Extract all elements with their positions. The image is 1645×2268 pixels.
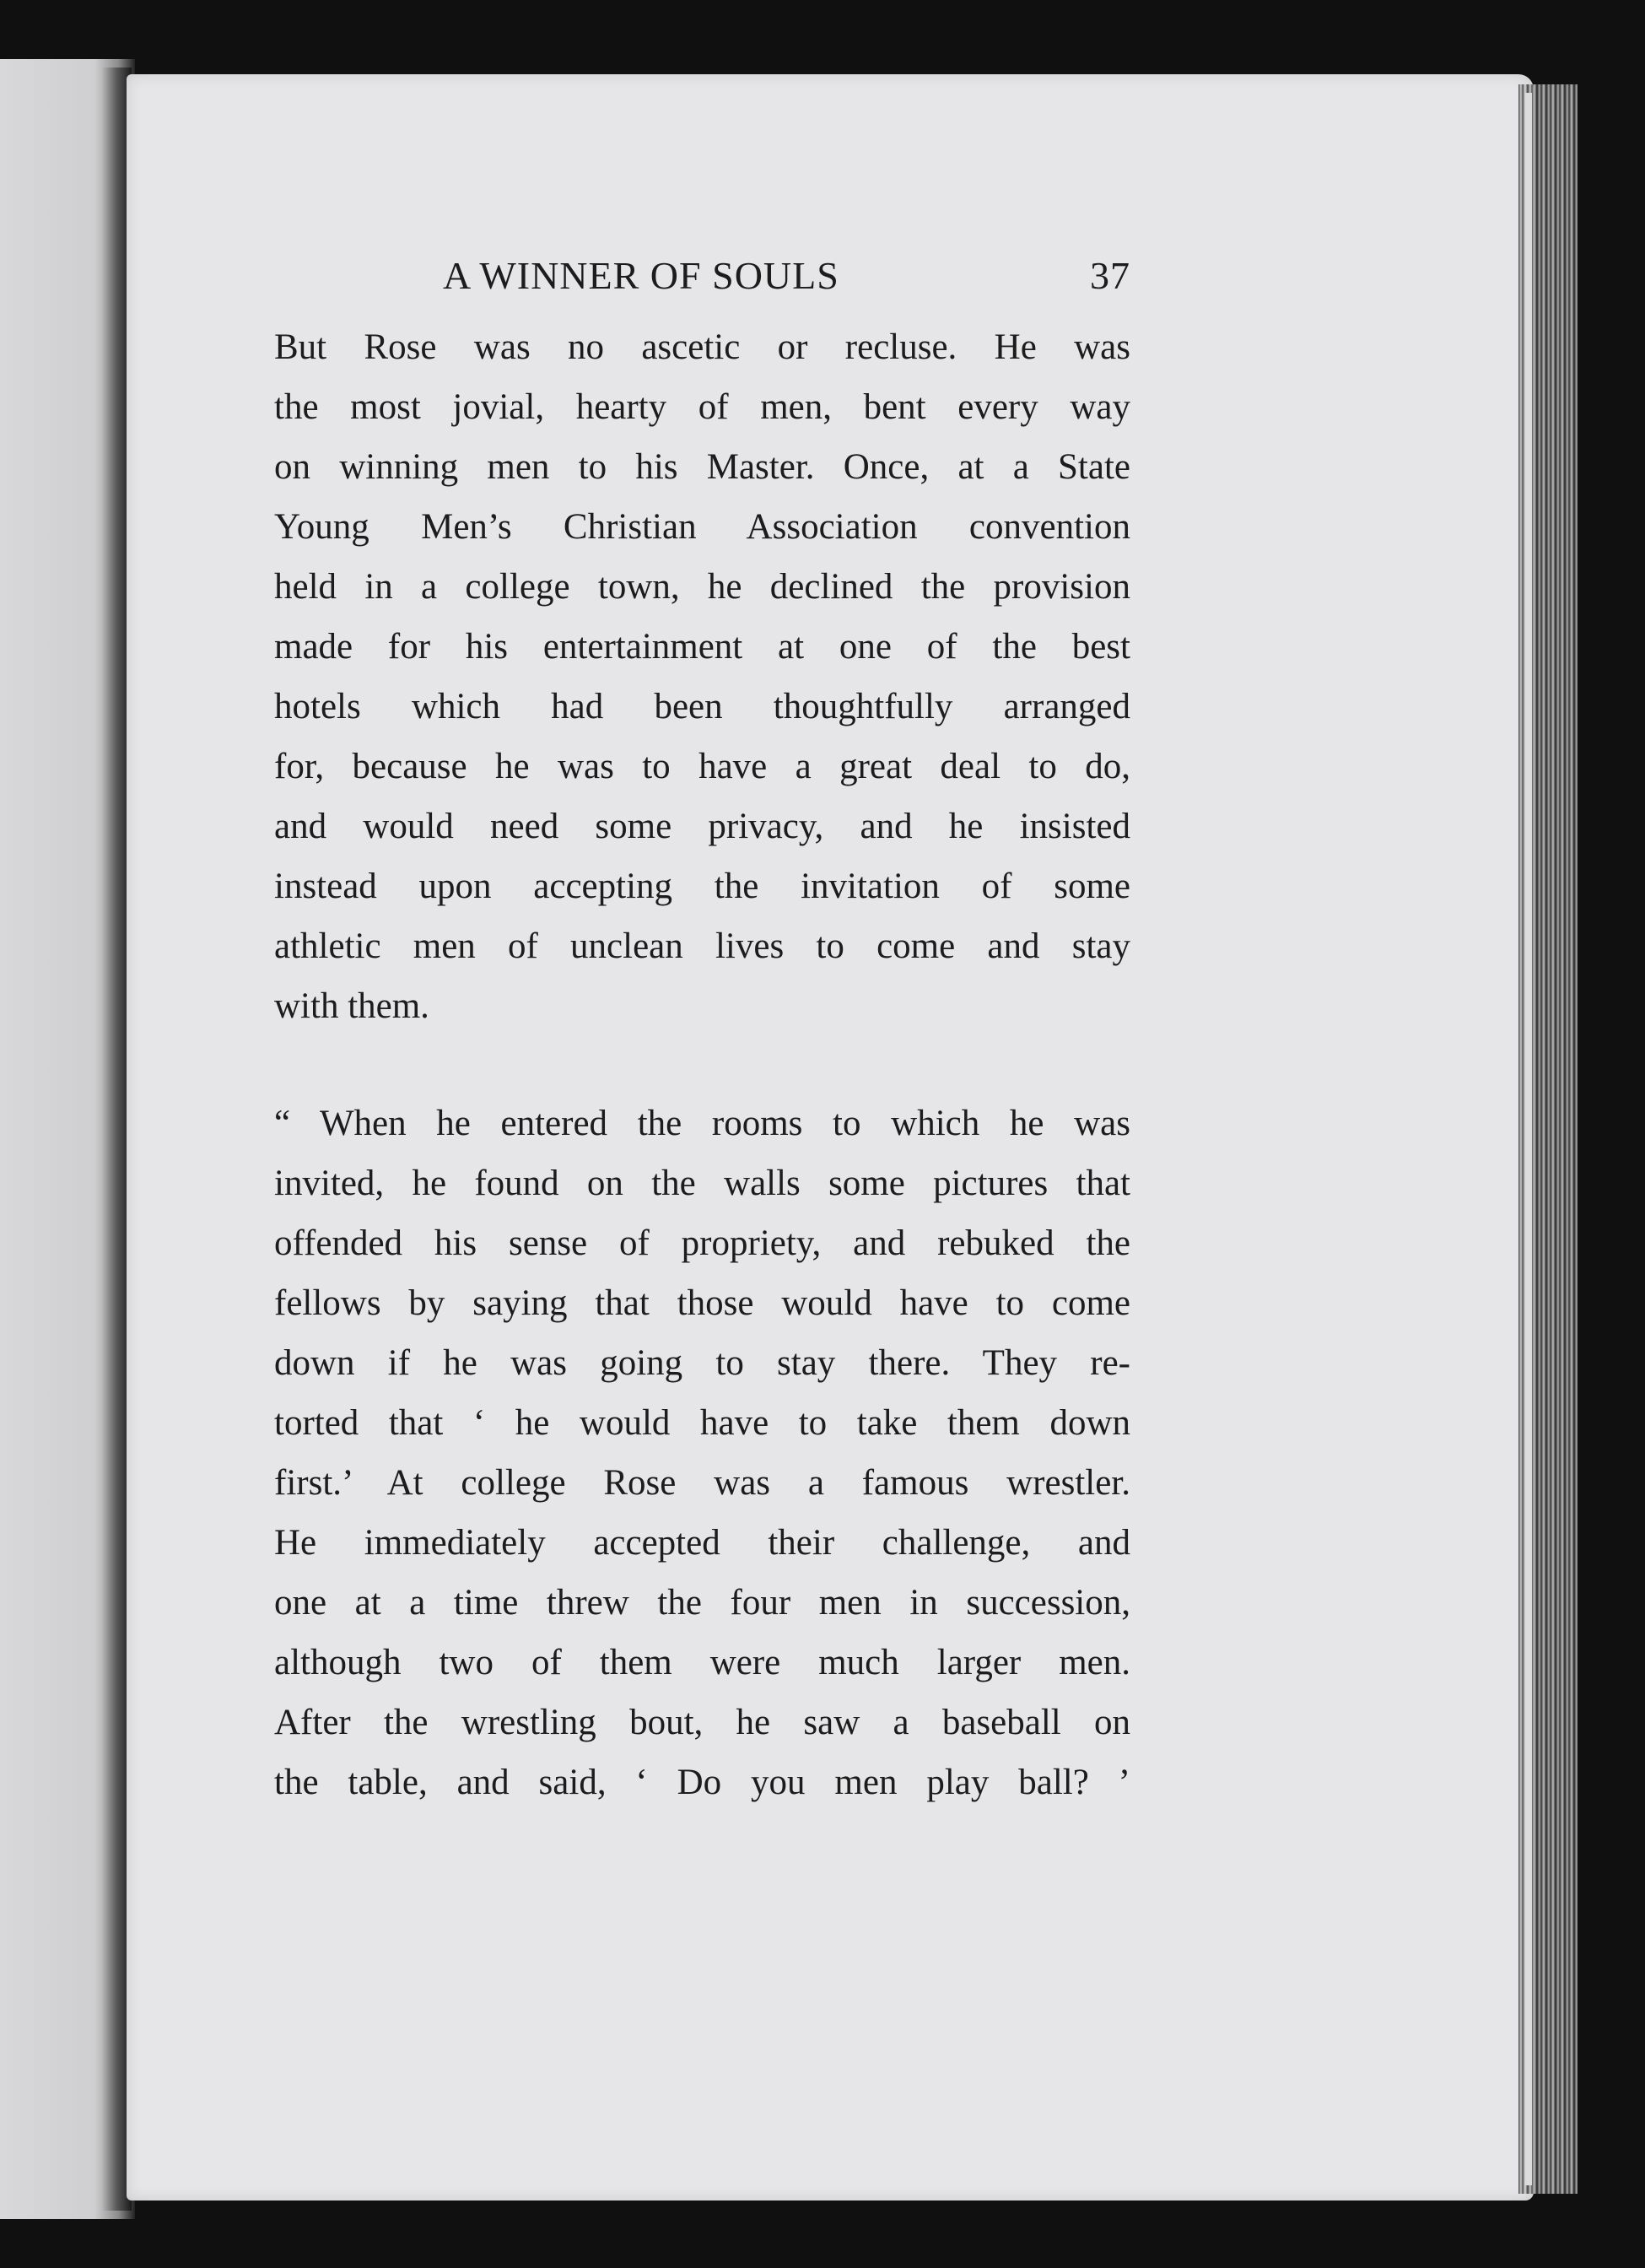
text-line: first.’ At college Rose was a famous wrestler. (274, 1463, 1130, 1503)
running-title: A WINNER OF SOULS (443, 254, 839, 297)
page-stack-highlight (1525, 93, 1532, 2185)
text-line: with them. (274, 986, 429, 1026)
paragraph-2 (274, 1094, 1130, 1812)
text-line: athletic men of unclean lives to come and stay (274, 926, 1130, 966)
text-line: on winning men to his Master. Once, at a State (274, 447, 1130, 487)
text-line: “ When he entered the rooms to which he was (274, 1104, 1130, 1143)
text-line: one at a time threw the four men in succession, (274, 1583, 1130, 1623)
text-line: fellows by saying that those would have to come (274, 1283, 1130, 1323)
text-line: hotels which had been thoughtfully arranged (274, 687, 1130, 726)
text-line: torted that ‘ he would have to take them down (274, 1403, 1130, 1443)
page-content (274, 253, 1130, 1812)
text-line: the most jovial, hearty of men, bent every way (274, 387, 1130, 427)
text-line: He immediately accepted their challenge, and (274, 1523, 1130, 1563)
text-line: made for his entertainment at one of the best (274, 627, 1130, 667)
text-line: the table, and said, ‘ Do you men play ball? ’ (274, 1763, 1130, 1802)
text-line: although two of them were much larger men. (274, 1643, 1130, 1682)
paragraph-1 (274, 317, 1130, 1036)
text-line: But Rose was no ascetic or recluse. He was (274, 327, 1130, 367)
page-number: 37 (1090, 254, 1130, 297)
running-head (274, 253, 1130, 316)
text-line: offended his sense of propriety, and rebuked the (274, 1223, 1130, 1263)
text-line: down if he was going to stay there. They re- (274, 1343, 1130, 1383)
text-line: invited, he found on the walls some pictures that (274, 1164, 1130, 1203)
text-line: and would need some privacy, and he insisted (274, 807, 1130, 846)
text-line: held in a college town, he declined the provision (274, 567, 1130, 607)
text-line: Young Men’s Christian Association convention (274, 507, 1130, 547)
text-line: for, because he was to have a great deal to do, (274, 747, 1130, 786)
text-line: After the wrestling bout, he saw a baseball on (274, 1703, 1130, 1742)
text-line: instead upon accepting the invitation of some (274, 867, 1130, 906)
